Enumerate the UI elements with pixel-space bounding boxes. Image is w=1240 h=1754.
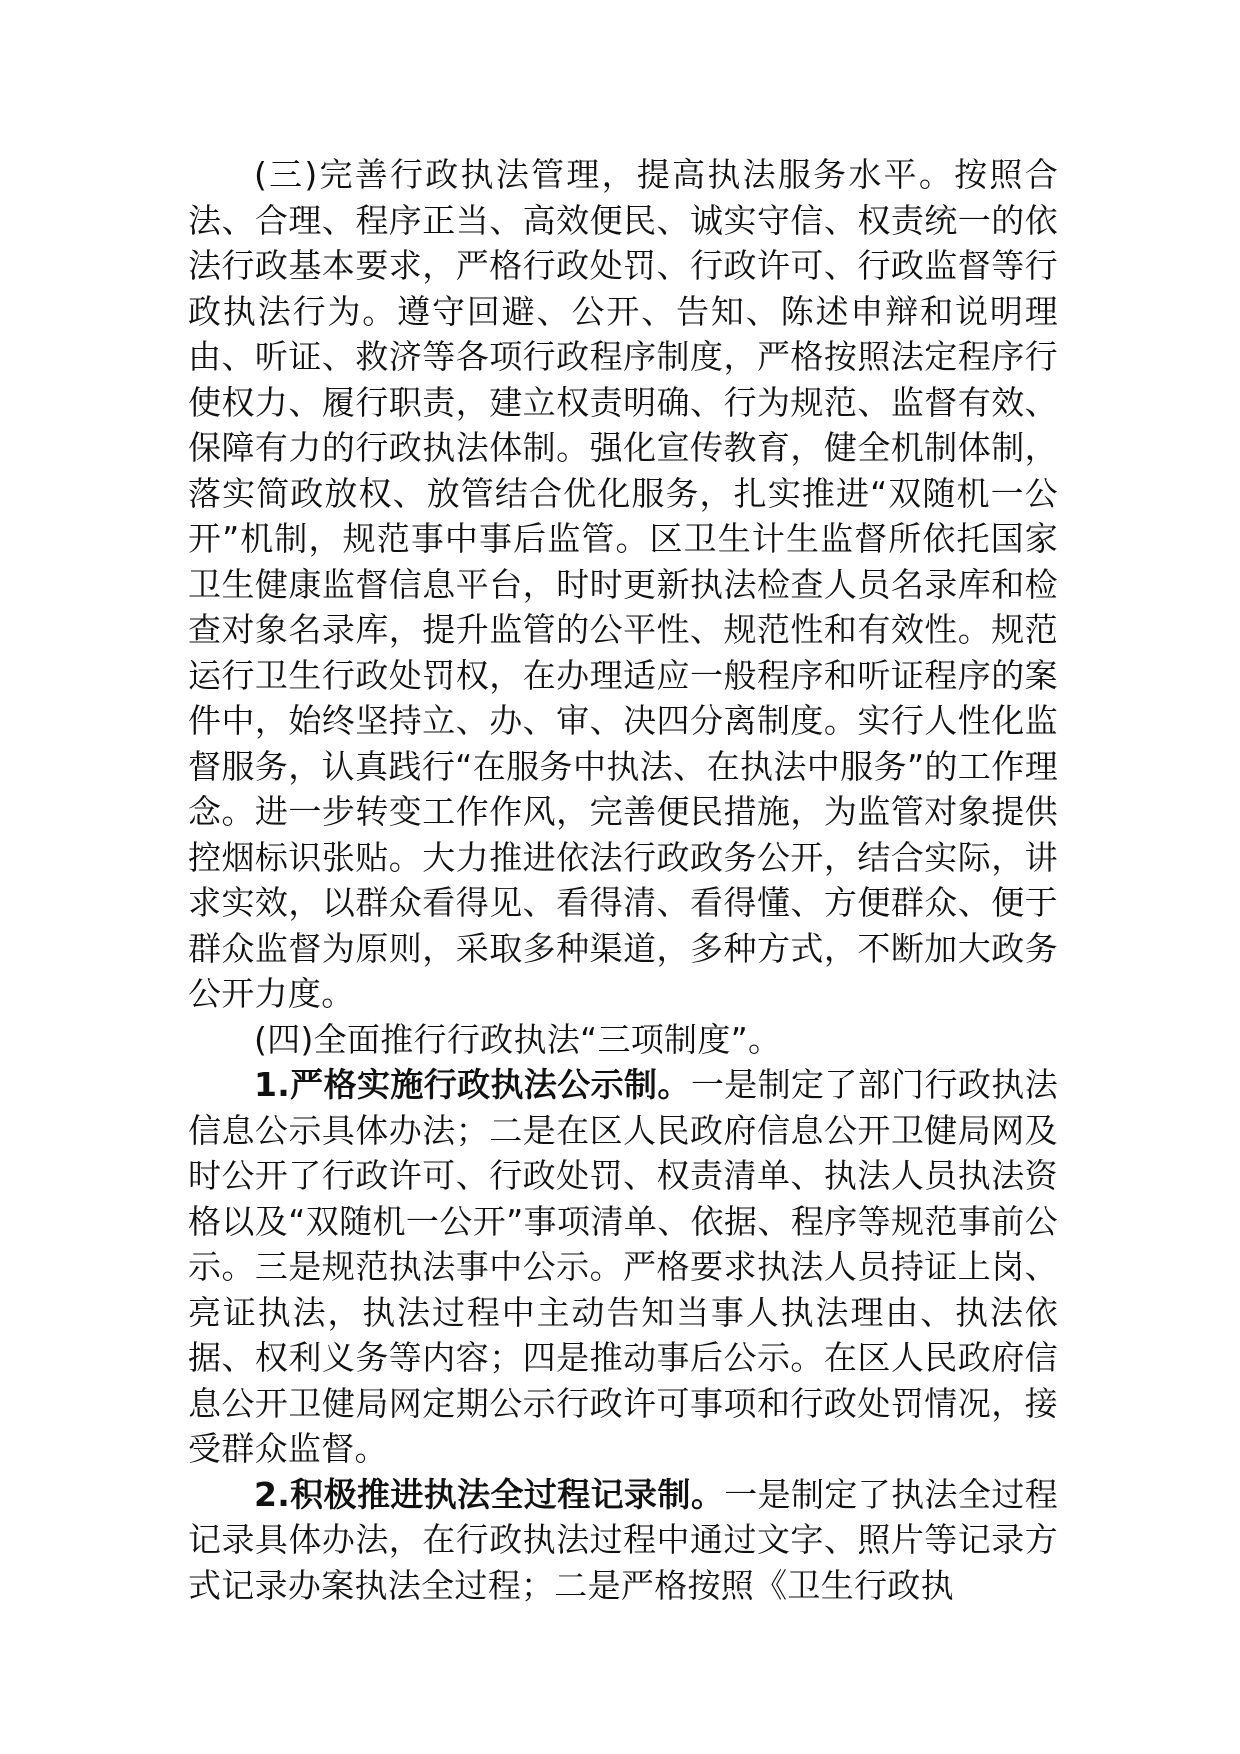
section-four-heading: (四)全面推行行政执法“三项制度”。 xyxy=(254,1019,782,1059)
paragraph-item-one xyxy=(188,1062,1058,1472)
item-one-lead: 1.严格实施行政执法公示制。 xyxy=(254,1065,691,1104)
item-one-text: 一是制定了部门行政执法信息公示具体办法；二是在区人民政府信息公开卫健局网及时公开了行政许可、行政处罚、权责清单、执法人员执法资格以及“双随机一公开”事项清单、依据、程序等规范事前公示。三是规范执法事中公示。严格要求执法人员持证上岗、亮证执法，执法过程中主动告知当事人执法理由、执法依据、权利义务等内容；四是推动事后公示。在区人民政府信息公开卫健局网定期公示行政许可事项和行政处罚情况，接受群众监督。 xyxy=(188,1065,1058,1468)
document-page xyxy=(188,152,1058,1608)
paragraph-section-three: (三)完善行政执法管理，提高执法服务水平。按照合法、合理、程序正当、高效便民、诚实守信、权责统一的依法行政基本要求，严格行政处罚、行政许可、行政监督等行政执法行为。遵守回避、公开、告知、陈述申辩和说明理由、听证、救济等各项行政程序制度，严格按照法定程序行使权力、履行职责，建立权责明确、行为规范、监督有效、保障有力的行政执法体制。强化宣传教育，健全机制体制，落实简政放权、放管结合优化服务，扎实推进“双随机一公开”机制，规范事中事后监管。区卫生计生监督所依托国家卫生健康监督信息平台，时时更新执法检查人员名录库和检查对象名录库，提升监管的公平性、规范性和有效性。规范运行卫生行政处罚权，在办理适应一般程序和听证程序的案件中，始终坚持立、办、审、决四分离制度。实行人性化监督服务，认真践行“在服务中执法、在执法中服务”的工作理念。进一步转变工作作风，完善便民措施，为监管对象提供控烟标识张贴。大力推进依法行政政务公开，结合实际，讲求实效，以群众看得见、看得清、看得懂、方便群众、便于群众监督为原则，采取多种渠道，多种方式，不断加大政务公开力度。 xyxy=(188,155,1058,1013)
paragraph-item-two xyxy=(188,1472,1058,1609)
item-two-text: 一是制定了执法全过程记录具体办法，在行政执法过程中通过文字、照片等记录方式记录办案执法全过程；二是严格按照《卫生行政执 xyxy=(188,1474,1059,1605)
item-two-lead: 2.积极推进执法全过程记录制。 xyxy=(254,1474,725,1514)
